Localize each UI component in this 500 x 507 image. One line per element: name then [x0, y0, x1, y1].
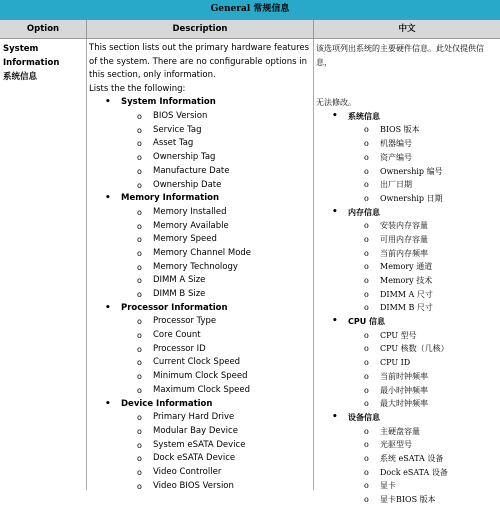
group-heading — [316, 110, 498, 124]
circle-bullet-icon: o — [137, 454, 142, 464]
group-label: Device Information — [121, 398, 213, 409]
list-item — [316, 370, 498, 384]
item-label: 主硬盘容量 — [380, 426, 420, 436]
list-item — [316, 493, 498, 507]
circle-bullet-icon: o — [364, 426, 369, 436]
option-cell — [3, 42, 83, 84]
list-item — [89, 165, 311, 179]
item-label: Primary Hard Drive — [153, 412, 235, 423]
item-label: BIOS 版本 — [380, 125, 420, 135]
list-item — [89, 439, 311, 453]
group-label: System Information — [121, 97, 216, 108]
list-item — [89, 233, 311, 247]
group-label: 系统信息 — [348, 111, 380, 121]
list-group — [316, 110, 498, 206]
list-group — [89, 302, 311, 398]
group-heading — [89, 398, 311, 412]
group-heading — [316, 315, 498, 329]
item-label: Ownership 日期 — [380, 193, 443, 203]
circle-bullet-icon: o — [364, 330, 369, 340]
list-item — [316, 274, 498, 288]
header-chinese: 中文 — [314, 20, 500, 39]
item-label: Asset Tag — [153, 138, 194, 149]
bullet-icon: • — [105, 302, 111, 313]
item-label: Memory Installed — [153, 206, 227, 217]
circle-bullet-icon: o — [137, 358, 142, 368]
bullet-icon: • — [332, 110, 338, 121]
item-label: Memory Channel Mode — [153, 247, 252, 258]
list-item — [89, 411, 311, 425]
list-item — [316, 342, 498, 356]
list-item — [316, 260, 498, 274]
item-label: DIMM A 尺寸 — [380, 289, 433, 299]
bullet-icon: • — [105, 97, 111, 108]
item-label: Minimum Clock Speed — [153, 371, 248, 382]
list-item — [316, 425, 498, 439]
circle-bullet-icon: o — [137, 166, 142, 176]
item-label: BIOS Version — [153, 111, 208, 122]
circle-bullet-icon: o — [364, 180, 369, 190]
item-label: Memory Technology — [153, 261, 238, 272]
item-label: Processor ID — [153, 343, 206, 354]
circle-bullet-icon: o — [364, 453, 369, 463]
option-name-cn: 系统信息 — [3, 72, 38, 82]
list-item — [89, 315, 311, 329]
list-item — [89, 137, 311, 151]
item-label: Maximum Clock Speed — [153, 384, 251, 395]
bullet-icon: • — [105, 193, 111, 204]
list-item — [316, 397, 498, 411]
description-list — [89, 96, 311, 493]
item-label: 安装内存容量 — [380, 221, 428, 231]
list-item — [89, 110, 311, 124]
description-lists-label: Lists the the following: — [89, 83, 186, 94]
item-label: Memory 技术 — [380, 276, 433, 286]
item-label: Core Count — [153, 330, 201, 341]
item-label: Memory Available — [153, 220, 229, 231]
group-heading — [89, 192, 311, 206]
item-label: Video BIOS Version — [153, 480, 234, 491]
circle-bullet-icon: o — [364, 385, 369, 395]
bullet-icon: • — [105, 398, 111, 409]
item-label: 系统 eSATA 设备 — [380, 453, 444, 463]
list-item — [316, 356, 498, 370]
circle-bullet-icon: o — [364, 125, 369, 135]
circle-bullet-icon: o — [137, 481, 142, 491]
circle-bullet-icon: o — [137, 276, 142, 286]
list-item — [316, 192, 498, 206]
item-label: DIMM B Size — [153, 289, 206, 299]
list-item — [89, 329, 311, 343]
item-label: Video Controller — [153, 466, 222, 477]
list-group — [89, 398, 311, 494]
item-label: 最大时钟频率 — [380, 399, 428, 409]
list-item — [89, 288, 311, 302]
chinese-note: 无法修改。 — [316, 98, 356, 108]
list-item — [89, 480, 311, 494]
circle-bullet-icon: o — [137, 290, 142, 299]
circle-bullet-icon: o — [137, 426, 142, 436]
column-divider — [313, 39, 314, 490]
circle-bullet-icon: o — [137, 440, 142, 450]
item-label: 当前时钟频率 — [380, 371, 428, 381]
item-label: 出厂日期 — [380, 180, 412, 190]
list-item — [316, 165, 498, 179]
list-item — [89, 247, 311, 261]
item-label: Ownership Tag — [153, 152, 216, 163]
item-label: 光驱型号 — [380, 440, 412, 450]
list-item — [316, 137, 498, 151]
item-label: Dock eSATA Device — [153, 453, 236, 464]
list-item — [89, 466, 311, 480]
circle-bullet-icon: o — [364, 221, 369, 231]
chinese-list — [316, 110, 498, 507]
list-item — [316, 178, 498, 192]
circle-bullet-icon: o — [137, 180, 142, 190]
item-label: DIMM A Size — [153, 275, 206, 286]
list-item — [89, 220, 311, 234]
list-item — [89, 384, 311, 398]
list-item — [89, 452, 311, 466]
list-group — [316, 315, 498, 411]
item-label: 资产编号 — [380, 152, 412, 162]
bullet-icon: • — [332, 316, 338, 327]
description-cell — [89, 42, 311, 493]
list-item — [316, 288, 498, 302]
circle-bullet-icon: o — [364, 344, 369, 354]
list-item — [89, 261, 311, 275]
item-label: Memory 通道 — [380, 262, 433, 272]
item-label: Manufacture Date — [153, 165, 230, 176]
circle-bullet-icon: o — [137, 235, 142, 245]
list-item — [89, 370, 311, 384]
group-heading — [316, 206, 498, 220]
circle-bullet-icon: o — [137, 385, 142, 395]
item-label: Service Tag — [153, 124, 202, 135]
group-label: CPU 信息 — [348, 317, 386, 327]
item-label: 显卡 — [380, 481, 396, 491]
circle-bullet-icon: o — [364, 467, 369, 477]
circle-bullet-icon: o — [137, 139, 142, 149]
list-item — [316, 384, 498, 398]
item-label: 机器编号 — [380, 139, 412, 149]
circle-bullet-icon: o — [364, 481, 369, 491]
list-item — [316, 151, 498, 165]
circle-bullet-icon: o — [364, 234, 369, 244]
item-label: Dock eSATA 设备 — [380, 467, 448, 477]
circle-bullet-icon: o — [364, 152, 369, 162]
item-label: Processor Type — [153, 316, 217, 327]
circle-bullet-icon: o — [364, 193, 369, 203]
list-item — [89, 356, 311, 370]
section-title: General 常规信息 — [0, 0, 500, 20]
description-intro: This section lists out the primary hardware features of the system. There are no configurable options in this section, only information. — [89, 43, 310, 81]
item-label: CPU 核数（几核） — [380, 344, 449, 354]
circle-bullet-icon: o — [364, 399, 369, 409]
circle-bullet-icon: o — [137, 262, 142, 272]
group-label: Memory Information — [121, 193, 220, 204]
option-name: System Information — [3, 44, 60, 68]
circle-bullet-icon: o — [137, 467, 142, 477]
item-label: Ownership Date — [153, 179, 222, 190]
circle-bullet-icon: o — [137, 317, 142, 327]
circle-bullet-icon: o — [364, 371, 369, 381]
list-item — [89, 179, 311, 193]
list-item — [316, 247, 498, 261]
circle-bullet-icon: o — [137, 112, 142, 122]
circle-bullet-icon: o — [364, 276, 369, 286]
list-group — [89, 96, 311, 192]
chinese-cell — [316, 42, 498, 507]
circle-bullet-icon: o — [364, 495, 369, 505]
item-label: Memory Speed — [153, 234, 217, 245]
list-item — [316, 219, 498, 233]
circle-bullet-icon: o — [364, 166, 369, 176]
list-item — [316, 123, 498, 137]
list-group — [316, 206, 498, 316]
item-label: Ownership 编号 — [380, 166, 443, 176]
header-description: Description — [87, 20, 314, 39]
group-label: 设备信息 — [348, 412, 380, 422]
item-label: Modular Bay Device — [153, 425, 238, 436]
list-group — [89, 192, 311, 302]
circle-bullet-icon: o — [364, 303, 369, 313]
list-item — [316, 233, 498, 247]
list-item — [316, 479, 498, 493]
item-label: CPU ID — [380, 358, 411, 368]
list-item — [316, 466, 498, 480]
item-label: DIMM B 尺寸 — [380, 303, 433, 313]
list-item — [316, 452, 498, 466]
item-label: CPU 型号 — [380, 330, 417, 340]
group-label: 内存信息 — [348, 207, 380, 217]
list-item — [89, 274, 311, 288]
circle-bullet-icon: o — [137, 221, 142, 231]
bullet-icon: • — [332, 206, 338, 217]
circle-bullet-icon: o — [137, 344, 142, 354]
item-label: 可用内存容量 — [380, 234, 428, 244]
item-label: 显卡BIOS 版本 — [380, 495, 436, 505]
circle-bullet-icon: o — [137, 207, 142, 217]
column-divider — [86, 39, 87, 490]
chinese-intro: 该选项列出系统的主要硬件信息。此处仅提供信息， — [316, 44, 484, 67]
circle-bullet-icon: o — [137, 331, 142, 341]
item-label: 当前内存频率 — [380, 248, 428, 258]
circle-bullet-icon: o — [364, 262, 369, 272]
group-heading — [89, 96, 311, 110]
list-item — [89, 151, 311, 165]
group-label: Processor Information — [121, 302, 228, 313]
group-heading — [89, 302, 311, 316]
item-label: Current Clock Speed — [153, 357, 241, 368]
circle-bullet-icon: o — [137, 248, 142, 258]
list-item — [316, 438, 498, 452]
list-item — [316, 329, 498, 343]
circle-bullet-icon: o — [137, 125, 142, 135]
circle-bullet-icon: o — [364, 139, 369, 149]
header-option: Option — [0, 20, 87, 39]
circle-bullet-icon: o — [137, 372, 142, 382]
circle-bullet-icon: o — [364, 358, 369, 368]
list-group — [316, 411, 498, 507]
circle-bullet-icon: o — [364, 289, 369, 299]
list-item — [89, 206, 311, 220]
circle-bullet-icon: o — [364, 248, 369, 258]
circle-bullet-icon: o — [137, 153, 142, 163]
circle-bullet-icon: o — [364, 440, 369, 450]
table-header — [0, 20, 500, 39]
item-label: 最小时钟频率 — [380, 385, 428, 395]
list-item — [316, 301, 498, 315]
group-heading — [316, 411, 498, 425]
list-item — [89, 124, 311, 138]
item-label: System eSATA Device — [153, 439, 246, 450]
list-item — [89, 343, 311, 357]
circle-bullet-icon: o — [137, 413, 142, 423]
bullet-icon: • — [332, 411, 338, 422]
list-item — [89, 425, 311, 439]
